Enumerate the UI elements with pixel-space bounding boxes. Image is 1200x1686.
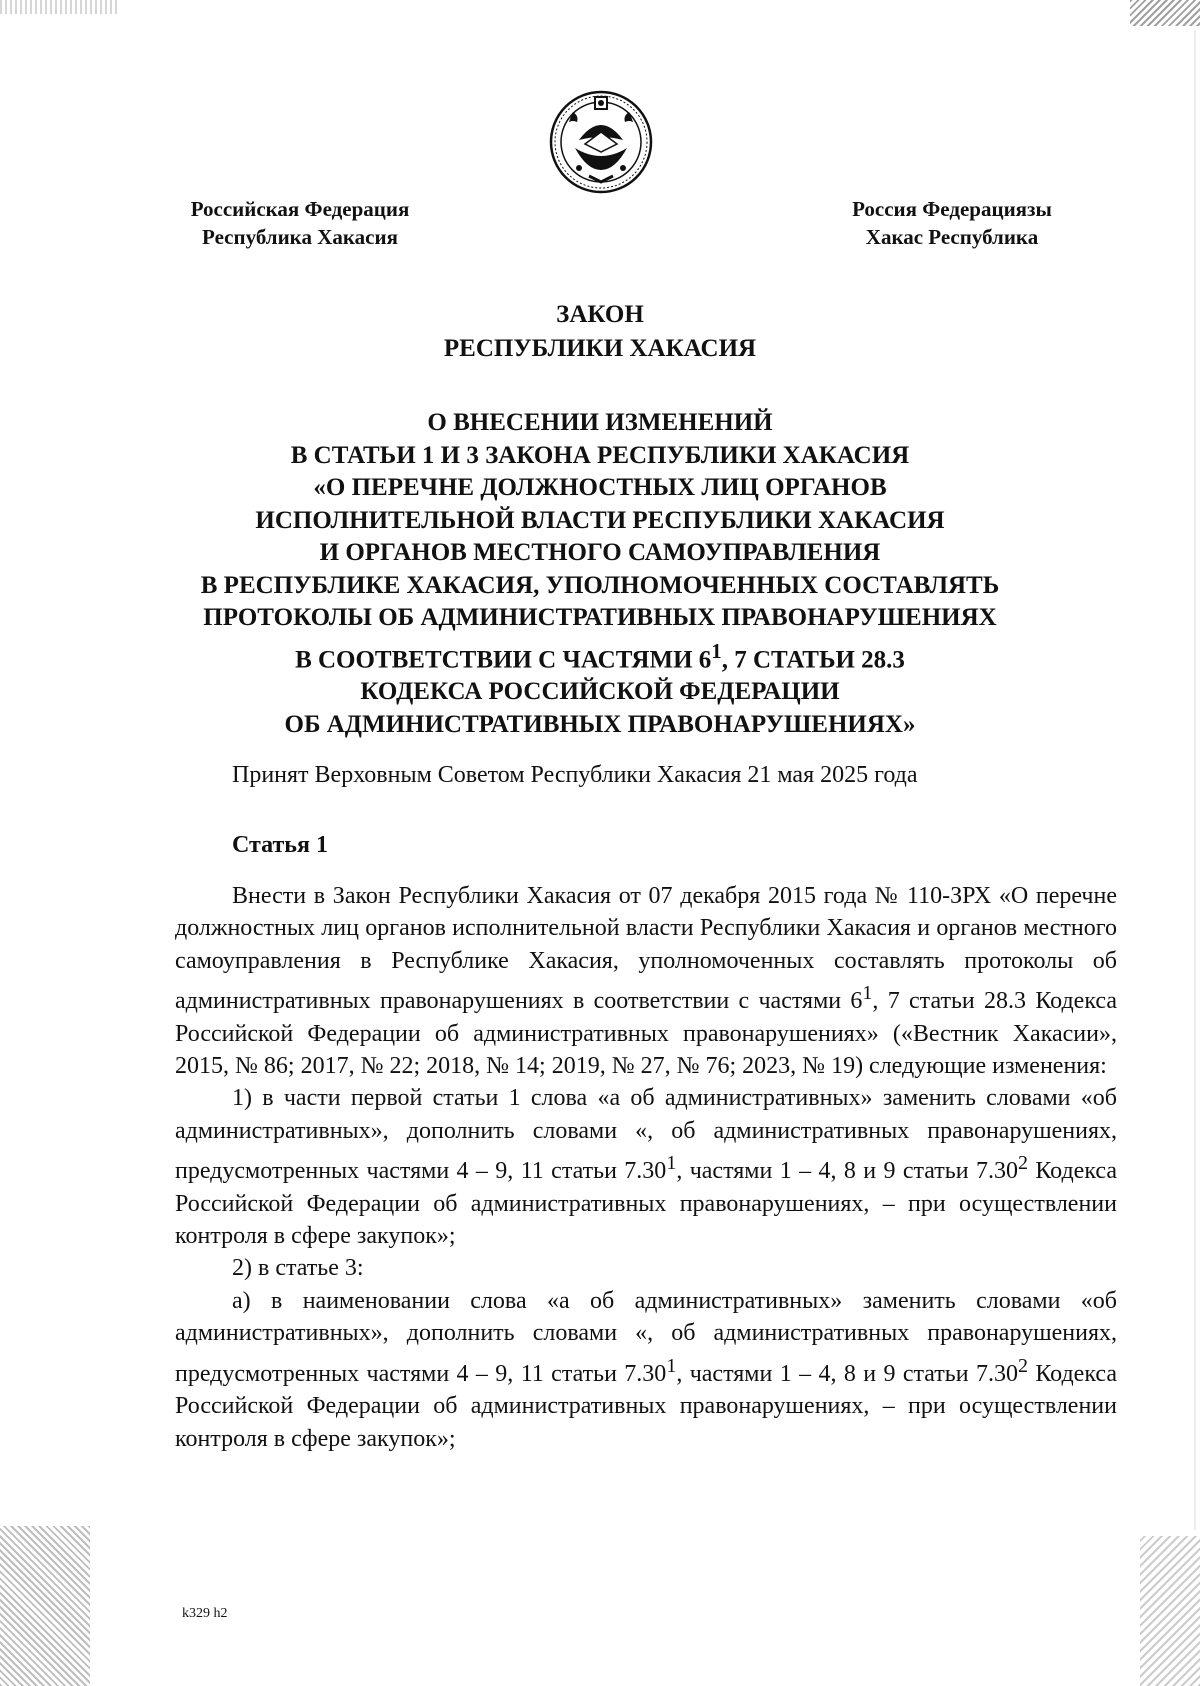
coat-of-arms-icon	[549, 90, 653, 194]
law-subject	[150, 407, 1050, 741]
paragraph-text: , частями 1 – 4, 8 и 9 статьи 7.30	[676, 1158, 1018, 1185]
scan-artifact	[1130, 0, 1200, 26]
subject-line: «О ПЕРЕЧНЕ ДОЛЖНОСТНЫХ ЛИЦ ОРГАНОВ	[313, 474, 887, 501]
subject-line: О ВНЕСЕНИИ ИЗМЕНЕНИЙ	[427, 409, 773, 436]
subject-line: И ОРГАНОВ МЕСТНОГО САМОУПРАВЛЕНИЯ	[319, 539, 881, 566]
paragraph-text: 1) в части первой статьи 1 слова «а об административных» заменить словами «об административных», дополнить словами «, об административных правонарушениях, предусмотренных частями 4 – 9, 11 статьи 7.30	[175, 1085, 1117, 1185]
header-left-block	[170, 195, 430, 251]
scan-artifact	[0, 1526, 90, 1686]
subject-line: В СТАТЬИ 1 И 3 ЗАКОНА РЕСПУБЛИКИ ХАКАСИЯ	[290, 441, 910, 469]
subject-line	[150, 635, 1050, 677]
superscript: 1	[666, 1354, 677, 1377]
scan-artifact	[0, 0, 120, 14]
scan-artifact	[1140, 1536, 1200, 1686]
superscript: 2	[1017, 1354, 1028, 1377]
subject-text: В СООТВЕТСТВИИ С ЧАСТЯМИ 6	[295, 645, 712, 673]
header-right-line: Россия Федерациязы	[852, 197, 1052, 221]
header-right-block	[822, 195, 1082, 251]
superscript: 2	[1017, 1152, 1028, 1175]
subject-line: КОДЕКСА РОССИЙСКОЙ ФЕДЕРАЦИИ	[360, 678, 840, 706]
article-paragraph	[175, 1082, 1117, 1252]
adoption-note: Принят Верховным Советом Республики Хакасия 21 мая 2025 года	[232, 762, 918, 788]
superscript: 1	[711, 638, 722, 663]
subject-line: ОБ АДМИНИСТРАТИВНЫХ ПРАВОНАРУШЕНИЯХ»	[284, 710, 916, 738]
paragraph-text: Внести в Закон Республики Хакасия от 07 декабря 2015 года № 110-ЗРХ «О перечне должностных лиц органов исполнительной власти Республики Хакасия и органов местного самоуправления в Республике Хакасия, уполномоченных составлять протоколы об административных правонарушениях в соответствии с частями 6	[175, 883, 1117, 1015]
superscript: 1	[666, 1152, 677, 1175]
law-title	[150, 298, 1050, 366]
paragraph-text: Кодекса Российской Федерации об административных правонарушениях, – при осуществлении контроля в сфере закупок»;	[175, 1158, 1117, 1250]
paragraph-text: , частями 1 – 4, 8 и 9 статьи 7.30	[676, 1360, 1018, 1387]
paragraph-text: Кодекса Российской Федерации об административных правонарушениях, – при осуществлении контроля в сфере закупок»;	[175, 1360, 1117, 1452]
superscript: 1	[862, 982, 873, 1005]
scan-artifact	[1194, 30, 1196, 1530]
subject-text: , 7 СТАТЬИ 28.3	[721, 645, 905, 673]
law-title-line: РЕСПУБЛИКИ ХАКАСИЯ	[443, 335, 757, 362]
header-left-line: Российская Федерация	[190, 197, 410, 221]
article-paragraph	[175, 880, 1117, 1082]
article-paragraph: 2) в статье 3:	[232, 1255, 364, 1282]
subject-line: В РЕСПУБЛИКЕ ХАКАСИЯ, УПОЛНОМОЧЕННЫХ СОСТАВЛЯТЬ	[200, 571, 1000, 599]
subject-line: ИСПОЛНИТЕЛЬНОЙ ВЛАСТИ РЕСПУБЛИКИ ХАКАСИЯ	[255, 506, 945, 534]
document-code: k329 h2	[182, 1606, 228, 1621]
article-heading: Статья 1	[232, 832, 328, 858]
header-left-line: Республика Хакасия	[202, 225, 398, 249]
article-body	[175, 880, 1117, 1455]
paragraph-text: а) в наименовании слова «а об административных» заменить словами «об административных», дополнить словами «, об административных правонарушениях, предусмотренных частями 4 – 9, 11 статьи 7.30	[175, 1287, 1117, 1387]
law-title-line: ЗАКОН	[556, 301, 644, 328]
header-right-line: Хакас Республика	[865, 225, 1039, 249]
subject-line: ПРОТОКОЛЫ ОБ АДМИНИСТРАТИВНЫХ ПРАВОНАРУШЕНИЯХ	[203, 604, 997, 631]
paragraph-text: , 7 статьи 28.3 Кодекса Российской Федерации об административных правонарушениях» («Вестник Хакасии», 2015, № 86; 2017, № 22; 2018, № 14; 2019, № 27, № 76; 2023, № 19) следующие изменения:	[175, 988, 1117, 1080]
article-paragraph	[175, 1285, 1117, 1455]
